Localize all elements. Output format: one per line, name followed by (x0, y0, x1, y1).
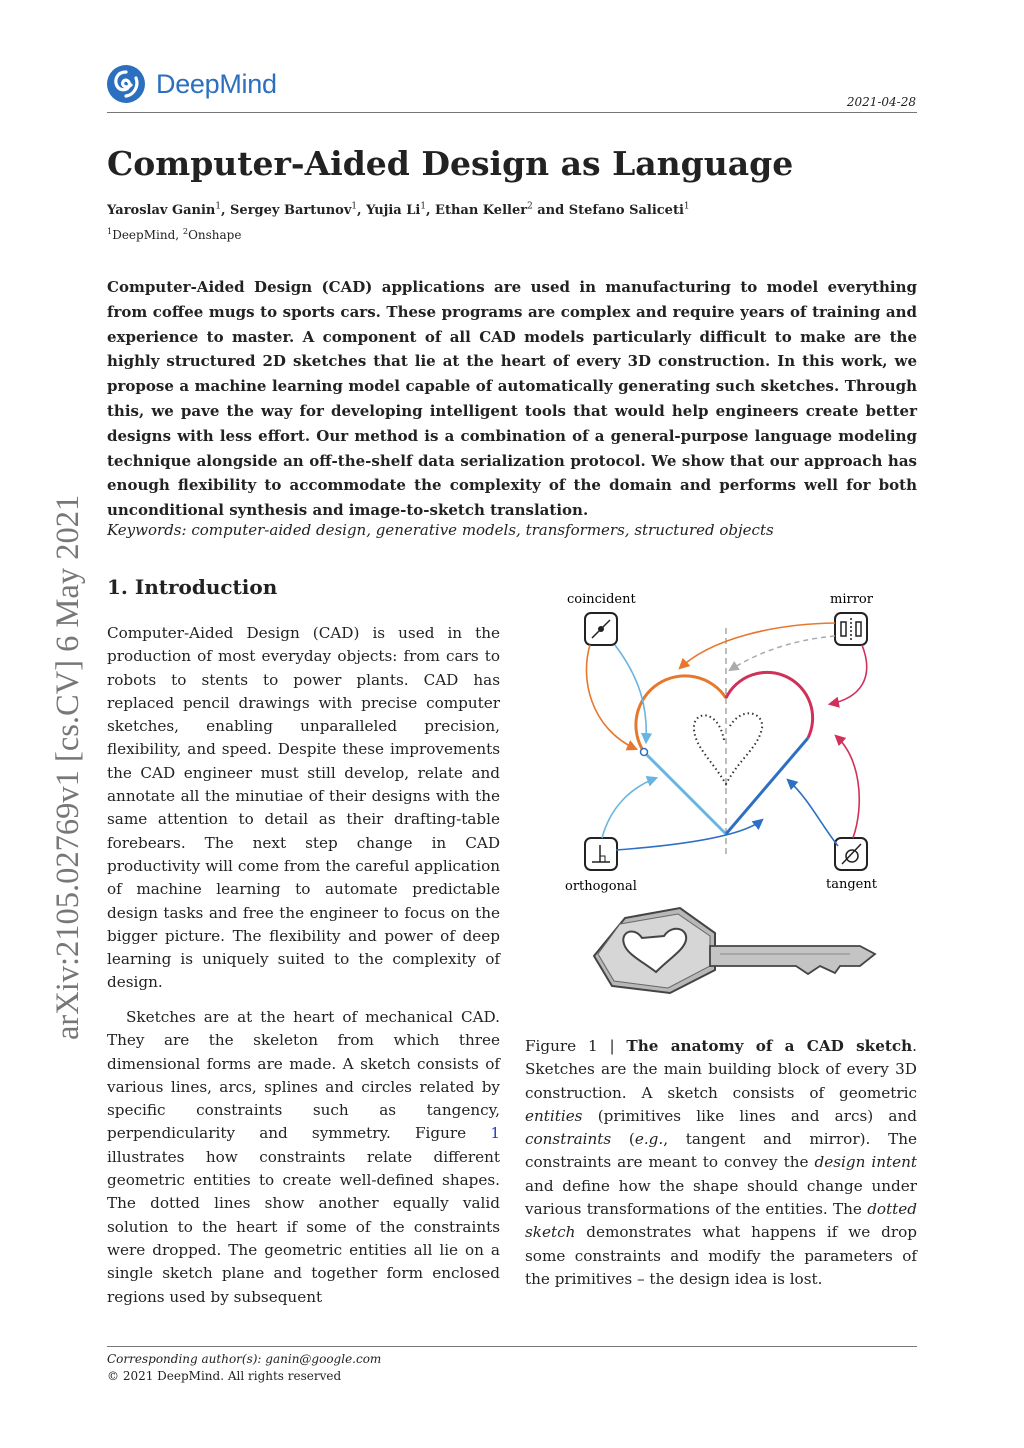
author-name: Yujia Li (366, 203, 421, 218)
deepmind-logo-icon (106, 64, 146, 104)
arrow-mirror-orange (680, 623, 835, 668)
paper-title: Computer-Aided Design as Language (107, 144, 794, 183)
caption-text-1: . Sketches are the main building block of every 3D construction. A sketch consists of geometric (525, 1037, 917, 1102)
arrow-coincident-blue (615, 645, 646, 742)
caption-em-eg: e.g. (634, 1130, 664, 1149)
cad-sketch-illustration (530, 588, 920, 1008)
tangent-icon (835, 838, 867, 870)
corresponding-author: Corresponding author(s): ganin@google.com (107, 1352, 382, 1366)
author-affiliation-mark: 1 (420, 201, 426, 212)
label-mirror: mirror (830, 592, 873, 607)
affil-mark-2: 2 (182, 226, 189, 236)
caption-em-dotted-sketch: dotted sketch (525, 1200, 917, 1242)
figure-caption (525, 1035, 917, 1291)
affiliations (107, 228, 241, 242)
header-divider (107, 112, 917, 113)
mirror-icon (835, 613, 867, 645)
affil-onshape: Onshape (188, 228, 242, 242)
author-list: Yaroslav Ganin$^1$, Sergey Bartunov$^1$, Yujia Li$^1$, Ethan Keller$^2$ and Stefano Saliceti$^1$ (107, 201, 690, 218)
intro-paragraph-1: Computer-Aided Design (CAD) is used in the production of most everyday objects: from cars to robots to stents to power plants. CAD has replaced pencil drawings with precise computer sketches, enabling unparalleled precision, flexibility, and speed. Despite these improvements the CAD engineer must still develop, relate and annotate all the minutiae of their designs with the same attention to detail as their drafting-table forebears. The next step change in CAD productivity will come from the careful application of machine learning to automate predictable design tasks and free the engineer to focus on the bigger picture. The flexibility and power of deep learning is uniquely suited to the complexity of design. (107, 624, 500, 992)
arrow-mirror-gray (730, 636, 835, 670)
caption-text-2: (primitives like lines and arcs) and (582, 1106, 917, 1125)
abstract: Computer-Aided Design (CAD) applications are used in manufacturing to model everything from coffee mugs to sports cars. These programs are complex and require years of training and experience to master. A component of all CAD models particularly difficult to make are the highly structured 2D sketches that lie at the heart of every 3D construction. In this work, we propose a machine learning model capable of automatically generating such sketches. Through this, we pave the way for developing intelligent tools that would help engineers create better designs with less effort. Our method is a combination of a general-purpose language modeling technique alongside an off-the-shelf data serialization protocol. We show that our approach has enough flexibility to accommodate the complexity of the domain and performs well for both unconditional synthesis and image-to-sketch translation. (107, 278, 917, 520)
caption-text-5: and define how the shape should change under various transformations of the entities. The (525, 1176, 917, 1219)
label-coincident: coincident (567, 592, 636, 607)
caption-em-design-intent: design intent (814, 1153, 917, 1172)
arrow-orthogonal-blue (616, 820, 762, 850)
orthogonal-icon (585, 838, 617, 870)
author-affiliation-mark: 1 (215, 201, 221, 212)
author-name: Stefano Saliceti (568, 203, 684, 218)
section-heading: 1. Introduction (107, 575, 278, 599)
para2-text-a: Sketches are at the heart of mechanical CAD. They are the skeleton from which three dimensional forms are made. A sketch consists of various lines, arcs, splines and circles related by specific constraints such as tangency, perpendicularity and symmetry. Figure (107, 1008, 500, 1143)
copyright: © 2021 DeepMind. All rights reserved (107, 1369, 342, 1383)
heart-left-arc (636, 676, 726, 752)
logo-text: DeepMind (156, 68, 277, 99)
arrow-tangent-blue (788, 780, 838, 846)
arxiv-identifier: arXiv:2105.02769v1 [cs.CV] 6 May 2021 (50, 494, 86, 1040)
keywords: Keywords: computer-aided design, generative models, transformers, structured objects (107, 521, 774, 539)
caption-text-4: , tangent and mirror). The constraints are meant to convey the (525, 1130, 917, 1172)
paper-date: 2021-04-28 (846, 95, 916, 109)
intro-paragraph-2 (107, 1006, 500, 1309)
caption-em-entities: entities (525, 1106, 583, 1125)
label-orthogonal: orthogonal (565, 879, 637, 894)
footer-divider (107, 1346, 917, 1347)
arrow-mirror-crimson (830, 645, 867, 704)
figure-reference-link[interactable]: 1 (490, 1124, 500, 1143)
caption-text-6: demonstrates what happens if we drop some constraints and modify the parameters of the primitives – the design idea is lost. (525, 1223, 917, 1288)
author-affiliation-mark: 2 (527, 201, 533, 212)
author-name: Ethan Keller (435, 203, 528, 218)
deepmind-logo (106, 64, 277, 104)
affil-mark-1: 1 (107, 226, 113, 236)
caption-prefix: Figure 1 | (525, 1037, 627, 1055)
coincident-point (641, 749, 648, 756)
caption-title: The anatomy of a CAD sketch (626, 1037, 913, 1055)
heart-right-line (726, 738, 808, 834)
para2-text-b: illustrates how constraints relate different geometric entities to create well-defined shapes. The dotted lines show another equally valid solution to the heart if some of the constraints were dropped. The geometric entities all lie on a single sketch plane and together form enclosed regions used by subsequent (107, 1147, 500, 1306)
dotted-heart-sketch (694, 713, 762, 784)
label-tangent: tangent (826, 877, 877, 892)
author-name: Yaroslav Ganin (107, 203, 216, 218)
heart-right-arc (726, 672, 813, 738)
figure-1 (530, 588, 920, 1008)
heart-left-line (644, 752, 726, 834)
coincident-icon (585, 613, 617, 645)
author-affiliation-mark: 1 (683, 201, 690, 212)
author-name: Sergey Bartunov (230, 203, 352, 218)
caption-text-3: ( (611, 1130, 635, 1149)
affil-deepmind: DeepMind, (112, 228, 183, 242)
arrow-orthogonal-lightblue (602, 778, 656, 838)
arrow-tangent-crimson (836, 736, 859, 838)
key-3d-render (594, 908, 875, 993)
author-affiliation-mark: 1 (351, 201, 357, 212)
arrow-coincident-orange (586, 645, 636, 749)
caption-em-constraints: constraints (525, 1130, 612, 1149)
